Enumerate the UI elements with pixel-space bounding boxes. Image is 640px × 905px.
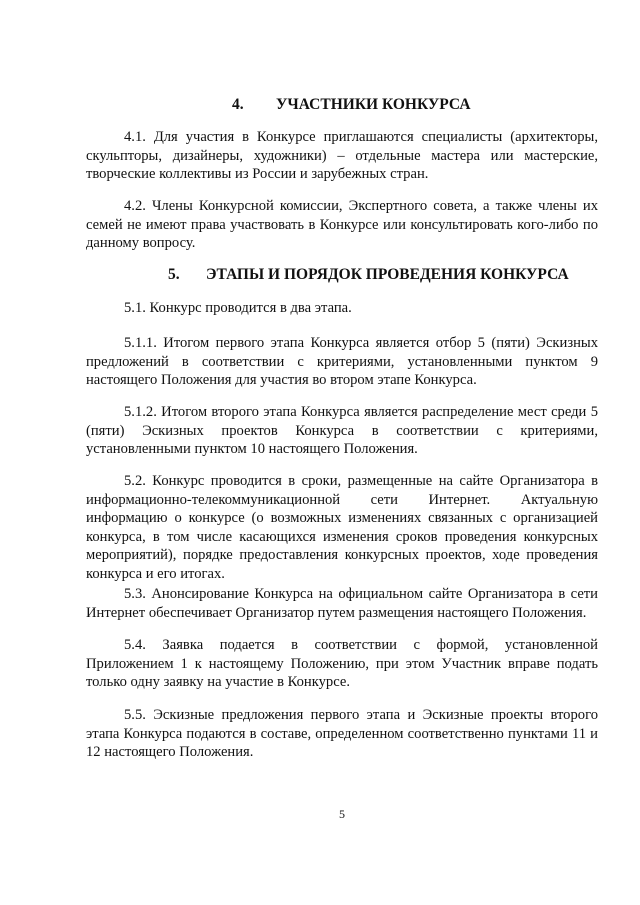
section-4-title: УЧАСТНИКИ КОНКУРСА (276, 96, 471, 113)
section-5-number: 5. (168, 266, 180, 283)
paragraph-5-1-1: 5.1.1. Итогом первого этапа Конкурса является отбор 5 (пяти) Эскизных предложений в соответствии с критериями, установленными пунктом 9 настоящего Положения для участия во втором этапе Конкурса. (86, 335, 598, 389)
paragraph-5-1: 5.1. Конкурс проводится в два этапа. (124, 300, 352, 316)
page-number: 5 (339, 807, 345, 821)
section-4-number: 4. (232, 96, 244, 113)
paragraph-4-2: 4.2. Члены Конкурсной комиссии, Экспертного совета, а также члены их семей не имеют права участвовать в Конкурсе или консультировать кого-либо по данному вопросу. (86, 198, 598, 252)
paragraph-5-3: 5.3. Анонсирование Конкурса на официальном сайте Организатора в сети Интернет обеспечивает Организатор путем размещения настоящего Положения. (86, 586, 598, 621)
section-4-heading (86, 96, 598, 114)
section-5-title: ЭТАПЫ И ПОРЯДОК ПРОВЕДЕНИЯ КОНКУРСА (206, 266, 569, 283)
paragraph-5-1-2: 5.1.2. Итогом второго этапа Конкурса является распределение мест среди 5 (пяти) Эскизных проектов Конкурса в соответствии с критериями, установленными пунктом 10 настоящего Положения. (86, 404, 598, 458)
paragraph-5-2: 5.2. Конкурс проводится в сроки, размещенные на сайте Организатора в информационно-телекоммуникационной сети Интернет. Актуальную информацию о конкурсе (о возможных изменениях связанных с организацией конкурса, в том числе касающихся изменения сроков проведения конкурсных мероприятий), порядке предоставления конкурсных проектов, ходе проведения конкурса и его итогах. (86, 473, 598, 582)
paragraph-5-4: 5.4. Заявка подается в соответствии с формой, установленной Приложением 1 к настоящему Положению, при этом Участник вправе подать только одну заявку на участие в Конкурсе. (86, 637, 598, 691)
section-5-heading (86, 266, 598, 284)
paragraph-4-1: 4.1. Для участия в Конкурсе приглашаются специалисты (архитекторы, скульпторы, дизайнеры, художники) – отдельные мастера или мастерские, творческие коллективы из России и зарубежных стран. (86, 129, 598, 183)
paragraph-5-5: 5.5. Эскизные предложения первого этапа и Эскизные проекты второго этапа Конкурса подаются в составе, определенном соответственно пунктами 11 и 12 настоящего Положения. (86, 707, 598, 761)
